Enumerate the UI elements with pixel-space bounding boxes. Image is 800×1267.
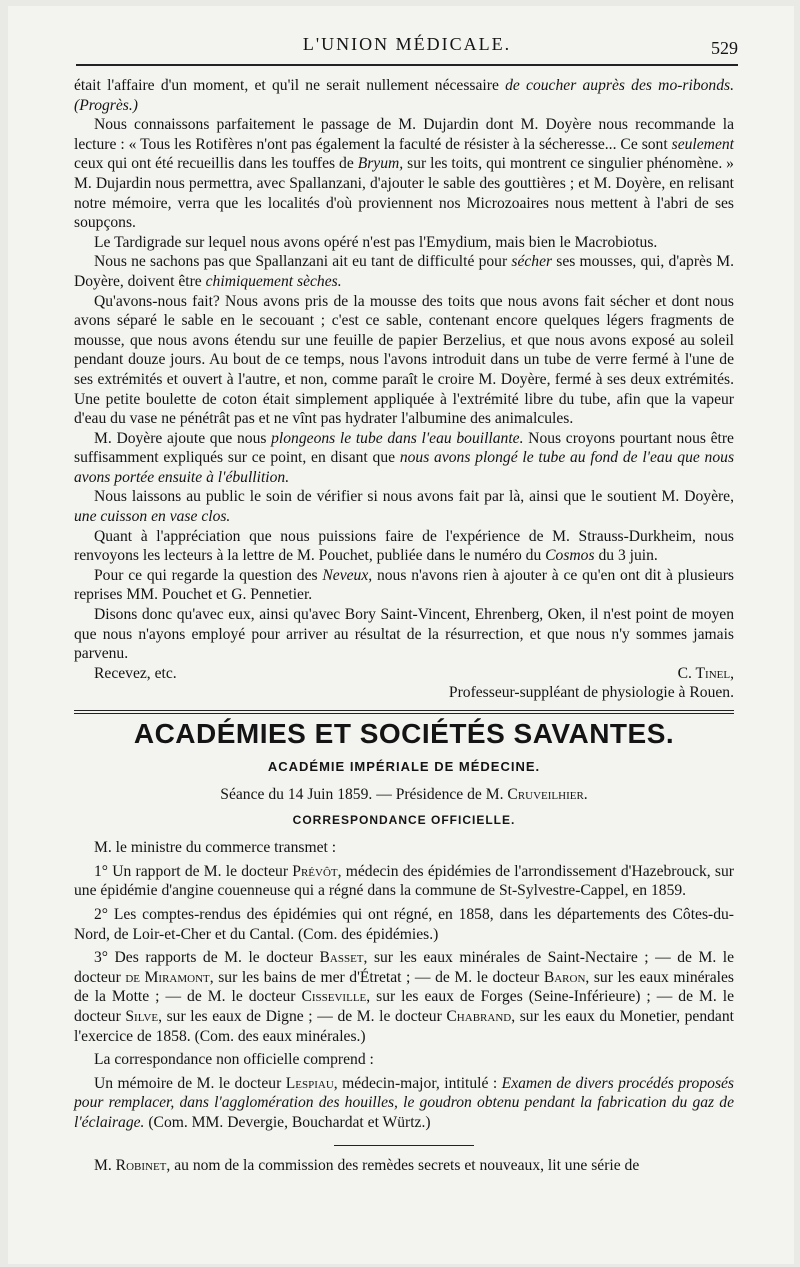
person-name: Prévôt (292, 862, 338, 880)
signer-title: Professeur-suppléant de physiologie à Rouen. (448, 684, 734, 702)
text: , au nom de la commission des remèdes secrets et nouveaux, lit une série de (166, 1156, 640, 1174)
signoff (74, 664, 734, 704)
text: nous n'avons rien à ajouter à ce qu'en ont dit à plusieurs reprises MM. Pouchet et G. Pennetier. (74, 566, 735, 604)
paragraph: Qu'avons-nous fait? Nous avons pris de la mousse des toits que nous avons fait sécher et dont nous avons séparé le sable en le secouant ; c'est ce sable, contenant encore quelques légers fragments de mousse, que nous avons étendu sur une feuille de papier Berzelius, et que nous avons exposé au soleil pendant douze jours. Au bout de ce temps, nous l'avons introduit dans un tube de verre fermé à l'une de ses extrémités et ouvert à l'autre, et non, comme paraît le croire M. Doyère, fermé à ses deux extrémités. Une petite boulette de coton était simplement appliquée à l'extrémité libre du tube, afin que la vapeur d'eau du vase ne pénétrât pas et ne vînt pas hydrater l'albumine des animalcules. (74, 292, 734, 428)
italic-text: Examen de divers procédés proposés pour remplacer, dans l'agglomération des houilles, le goudron obtenu pendant la fabrication du gaz de l'éclairage. (74, 1074, 734, 1131)
list-item: 2° Les comptes-rendus des épidémies qui ont régné, en 1858, dans les départements des Côtes-du-Nord, de Loir-et-Cher et du Cantal. (Com. des épidémies.) (74, 905, 734, 943)
person-name: Cisseville (301, 988, 367, 1006)
text: 3° Des rapports de M. le docteur (94, 949, 320, 967)
text: (Com. MM. Devergie, Bouchardat et Würtz.) (144, 1113, 431, 1131)
text: ceux qui ont été recueillis dans les touffes de (74, 155, 358, 173)
text: , sur les eaux de Forges (Seine-Inférieure) ; — de M. le docteur (74, 988, 734, 1025)
paragraph: M. le ministre du commerce transmet : (94, 839, 337, 857)
text: Pour ce qui regarde la question des (94, 566, 323, 584)
text: M. (94, 1156, 116, 1174)
signature-block (449, 664, 734, 703)
paragraph (74, 76, 734, 115)
running-title: L'UNION MÉDICALE. (302, 34, 512, 54)
paragraph (74, 1156, 734, 1176)
list-item (74, 862, 734, 901)
paragraph (74, 115, 734, 233)
italic-text: nous avons plongé le tube au fond de l'eau que nous avons portée ensuite à l'ébullition. (74, 449, 735, 486)
list-item (74, 948, 734, 1046)
section-divider (74, 710, 734, 714)
text: Un mémoire de M. le docteur (94, 1074, 286, 1092)
paragraph (74, 566, 734, 605)
text: Nous croyons pourtant nous être suffisamment expliqués sur ce point, en disant que (74, 429, 734, 467)
president-name: Cruveilhier. (507, 786, 588, 803)
paragraph (74, 1074, 734, 1133)
page-number: 529 (711, 38, 738, 58)
header-rule (76, 64, 738, 66)
page-header (76, 34, 738, 64)
text: Nous connaissons parfaitement le passage de M. Dujardin dont M. Doyère nous recommande la lecture : « Tous les Rotifères n'ont pas également la faculté de résister à la sécheresse... Ce sont (74, 116, 734, 153)
page (8, 6, 794, 1264)
person-name: Silve (125, 1007, 159, 1025)
text: 1° Un rapport de M. le docteur (94, 862, 293, 880)
text: , sur les eaux du Monetier, pendant l'exercice de 1858. (Com. des eaux minérales.) (74, 1007, 734, 1045)
text: , sur les eaux de Digne ; — de M. le docteur (158, 1007, 447, 1025)
italic-text: chimiquement sèches. (205, 272, 342, 290)
paragraph (74, 527, 734, 566)
closing: Recevez, etc. (94, 664, 177, 682)
text: ses mousses, qui, d'après M. Doyère, doivent être (74, 253, 734, 290)
text: sur les toits, qui montrent ce singulier phénomène. » M. Dujardin nous permettra, avec Spallanzani, d'ajouter le sable des gouttières ; et M. Doyère, en relisant notre mémoire, verra que les localités d'où proviennent nos Microzoaires nous mettent à l'abri de ses soupçons. (74, 155, 734, 232)
text: , médecin des épidémies de l'arrondissement d'Hazebrouck, sur une épidémie d'angine couenneuse qui a régné dans la commune de St-Sylvestre-Cappel, en 1859. (74, 862, 734, 900)
person-name: Chabrand (446, 1007, 512, 1025)
signer-name: C. Tinel, (677, 664, 734, 682)
italic-text: de coucher auprès des mo-ribonds. (505, 77, 734, 94)
paragraph (74, 429, 734, 488)
text: M. Doyère ajoute que nous (94, 429, 272, 447)
text: Nous laissons au public le soin de vérifier si nous avons fait par là, ainsi que le soutient M. Doyère, (94, 488, 734, 506)
academy-title: ACADÉMIE IMPÉRIALE DE MÉDECINE. (267, 759, 541, 775)
article-body (74, 76, 734, 1175)
person-name: Lespiau (285, 1074, 334, 1092)
italic-text: (Progrès.) (74, 96, 138, 114)
text: Quant à l'appréciation que nous puissions faire de l'expérience de M. Strauss-Durkheim, nous renvoyons les lecteurs à la lettre de M. Pouchet, publiée dans le numéro du (74, 527, 734, 565)
italic-text: Bryum, (357, 155, 404, 173)
person-name: Baron (543, 968, 586, 986)
text: Séance du 14 Juin 1859. — Présidence de M. (220, 786, 508, 803)
text: , médecin-major, intitulé : (333, 1074, 502, 1092)
text: , sur les bains de mer d'Étretat ; — de M. le docteur (209, 968, 544, 986)
paragraph: La correspondance non officielle comprend : (94, 1051, 374, 1069)
short-divider (334, 1145, 474, 1146)
section-title: ACADÉMIES ET SOCIÉTÉS SAVANTES. (133, 717, 675, 749)
text: était l'affaire d'un moment, et qu'il ne serait nullement nécessaire (74, 77, 506, 94)
italic-text: plongeons le tube dans l'eau bouillante. (271, 429, 524, 447)
paragraph: Disons donc qu'avec eux, ainsi qu'avec Bory Saint-Vincent, Ehrenberg, Oken, il n'est point de moyen que nous n'ayons employé pour arriver au résultat de la résurrection, et que nous n'y sommes jamais parvenu. (74, 606, 734, 663)
italic-text: sécher (511, 253, 553, 271)
italic-text: Cosmos (545, 547, 595, 565)
paragraph (74, 252, 734, 291)
paragraph: Le Tardigrade sur lequel nous avons opéré n'est pas l'Emydium, mais bien le Macrobiotus. (94, 233, 658, 251)
italic-text: seulement (671, 135, 734, 153)
text: du 3 juin. (594, 547, 658, 565)
paragraph (74, 487, 734, 526)
person-name: Basset (319, 949, 364, 967)
session-line (74, 785, 734, 805)
text: , sur les eaux minérales de Saint-Nectaire ; — de M. le docteur (74, 949, 734, 986)
person-name: de Miramont (125, 968, 210, 986)
italic-text: une cuisson en vase clos. (74, 508, 231, 526)
italic-text: Neveux, (322, 566, 373, 584)
text: , sur les eaux minérales de la Motte ; — de M. le docteur (74, 968, 734, 1006)
text: Nous ne sachons pas que Spallanzani ait eu tant de difficulté pour (94, 253, 512, 271)
correspondence-heading: CORRESPONDANCE OFFICIELLE. (292, 812, 516, 827)
person-name: Robinet (115, 1156, 167, 1174)
